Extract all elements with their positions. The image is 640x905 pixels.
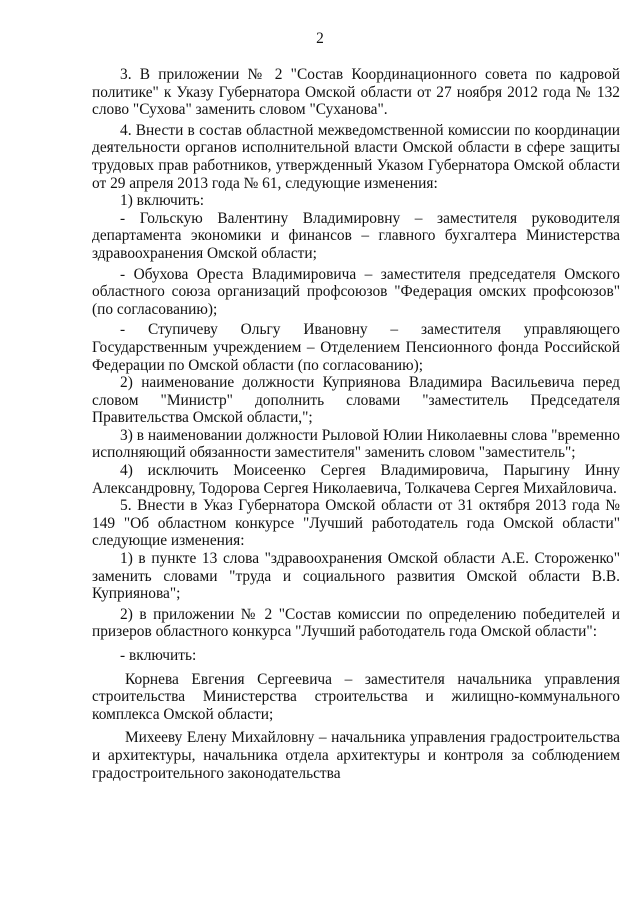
list-item-golskaya: - Гольскую Валентину Владимировну – заместителя руководителя департамента экономики и финансов – главного бухгалтера Министерства здравоохранения Омской области;: [92, 209, 620, 262]
subitem-include: 1) включить:: [120, 192, 205, 210]
subitem-rylova: 3) в наименовании должности Рыловой Юлии Николаевны слова "временно исполняющий обязанности заместителя" заменить словом "заместитель";: [92, 426, 620, 462]
subitem-exclude: 4) исключить Моисеенко Сергея Владимировича, Парыгину Инну Александровну, Тодорова Сергея Николаевича, Толкачева Сергея Михайловича.: [92, 462, 620, 497]
subitem-include-2: - включить:: [120, 647, 197, 664]
subitem-kupriyanov: 2) наименование должности Куприянова Владимира Васильевича перед словом "Министр" дополнить словами "заместитель Председателя Правительства Омской области,";: [92, 374, 620, 427]
document-body: [92, 66, 620, 782]
list-item-mikheeva: Михееву Елену Михайловну – начальника управления градостроительства и архитектуры, начальника отдела архитектуры и контроля за соблюдением градостроительного законодательства: [92, 729, 620, 782]
list-item-obukhov: - Обухова Ореста Владимировича – заместителя председателя Омского областного союза организаций профсоюзов "Федерация омских профсоюзов" (по согласованию);: [92, 265, 620, 318]
list-item-stupicheva: - Ступичеву Ольгу Ивановну – заместителя управляющего Государственным учреждением – Отделением Пенсионного фонда Российской Федерации по Омской области (по согласованию);: [92, 321, 620, 374]
paragraph-item-4: 4. Внести в состав областной межведомственной комиссии по координации деятельности органов исполнительной власти Омской области в сфере защиты трудовых прав работников, утвержденный Указом Губернатора Омской области от 29 апреля 2013 года № 61, следующие изменения:: [92, 121, 620, 192]
list-item-kornev: Корнева Евгения Сергеевича – заместителя начальника управления строительства Министерства строительства и жилищно-коммунального комплекса Омской области;: [92, 670, 620, 723]
paragraph-item-3: 3. В приложении № 2 "Состав Координационного совета по кадровой политике" к Указу Губернатора Омской области от 27 ноября 2012 года № 132 слово "Сухова" заменить словом "Суханова".: [92, 66, 620, 119]
paragraph-item-5: 5. Внести в Указ Губернатора Омской области от 31 октября 2013 года № 149 "Об областном конкурсе "Лучший работодатель года Омской области" следующие изменения:: [92, 497, 620, 550]
page-number: 2: [316, 30, 324, 47]
subitem-appendix-2: 2) в приложении № 2 "Состав комиссии по определению победителей и призеров областного конкурса "Лучший работодатель года Омской области":: [92, 605, 620, 641]
subitem-point-13: 1) в пункте 13 слова "здравоохранения Омской области А.Е. Стороженко" заменить словами "труда и социального развития Омской области В.В. Куприянова";: [92, 550, 620, 603]
